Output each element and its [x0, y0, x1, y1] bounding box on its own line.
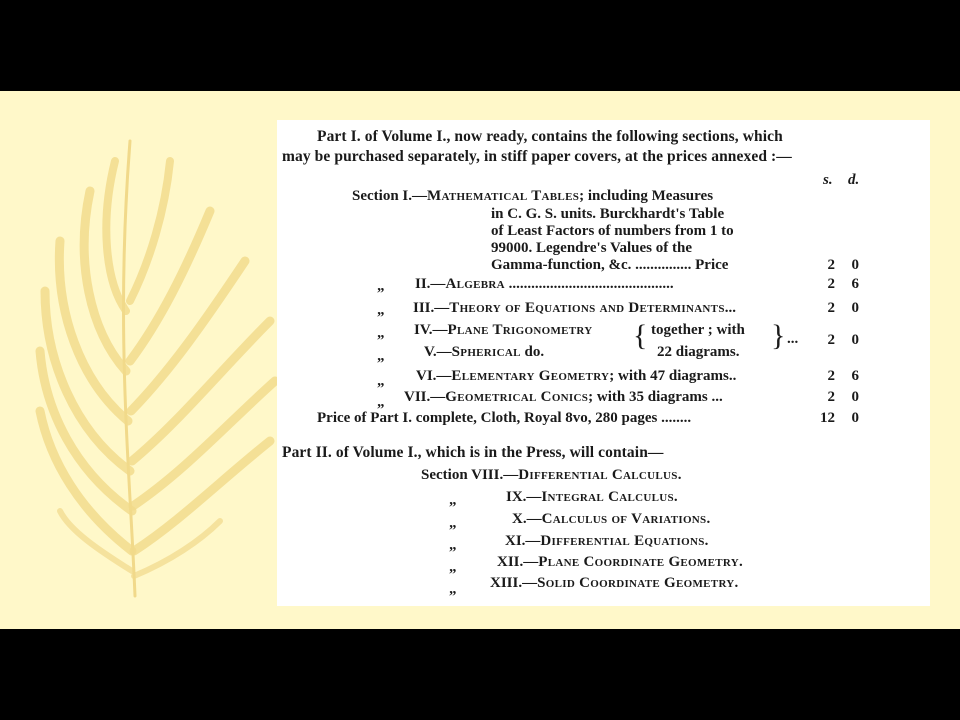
left-brace: { — [633, 319, 648, 352]
section-1-price-d: 0 — [851, 257, 859, 273]
right-brace: } — [771, 319, 786, 352]
part2-intro: Part II. of Volume I., which is in the Press, will contain— — [282, 444, 664, 461]
section-8-heading: Section VIII.—Differential Calculus. — [421, 467, 682, 483]
section-1-line4: 99000. Legendre's Values of the — [491, 240, 692, 256]
part1-complete-price-line: Price of Part I. complete, Cloth, Royal 8vo, 280 pages ........ — [317, 410, 692, 426]
ditto-mark: „ — [377, 373, 385, 389]
feather-decoration — [20, 111, 290, 611]
section-9-heading: IX.—Integral Calculus. — [506, 489, 678, 505]
ditto-mark: „ — [377, 302, 385, 318]
ditto-mark: „ — [377, 348, 385, 364]
section-1-line2: in C. G. S. units. Burckhardt's Table — [491, 206, 725, 222]
section-4-heading: IV.—Plane Trigonometry — [414, 322, 593, 338]
sections-4-5-price-d: 0 — [851, 332, 859, 348]
section-6-price-d: 6 — [851, 368, 859, 384]
brace-note-line1: together ; with — [651, 322, 745, 338]
section-2-heading: II.—Algebra ............................................ — [415, 276, 674, 292]
section-3-heading: III.—Theory of Equations and Determinants... — [413, 300, 736, 316]
ditto-mark: „ — [377, 278, 385, 294]
section-5-heading: V.—Spherical do. — [424, 344, 545, 360]
section-3-price-d: 0 — [851, 300, 859, 316]
slide-background — [0, 91, 960, 629]
section-12-heading: XII.—Plane Coordinate Geometry. — [497, 554, 744, 570]
ditto-mark: „ — [449, 559, 457, 575]
column-header-shillings: s. — [823, 172, 833, 188]
section-6-heading: VI.—Elementary Geometry; with 47 diagrams.. — [416, 368, 737, 384]
section-1-price-s: 2 — [827, 257, 835, 273]
ditto-mark: „ — [449, 515, 457, 531]
part1-intro-line2: may be purchased separately, in stiff paper covers, at the prices annexed :— — [282, 148, 792, 165]
ditto-mark: „ — [449, 537, 457, 553]
column-header-pence: d. — [848, 172, 860, 188]
section-3-price-s: 2 — [827, 300, 835, 316]
section-10-heading: X.—Calculus of Variations. — [512, 511, 711, 527]
section-7-heading: VII.—Geometrical Conics; with 35 diagrams ... — [404, 389, 723, 405]
ditto-mark: „ — [377, 325, 385, 341]
complete-price-s: 12 — [820, 410, 835, 426]
section-2-price-s: 2 — [827, 276, 835, 292]
ditto-mark: „ — [377, 394, 385, 410]
section-6-price-s: 2 — [827, 368, 835, 384]
section-1-line5: Gamma-function, &c. ............... Price — [491, 257, 729, 273]
ditto-mark: „ — [449, 492, 457, 508]
section-11-heading: XI.—Differential Equations. — [505, 533, 709, 549]
section-13-heading: XIII.—Solid Coordinate Geometry. — [490, 575, 739, 591]
ditto-mark: „ — [449, 581, 457, 597]
section-1-heading: Section I.—Mathematical Tables; including Measures — [352, 188, 714, 204]
section-2-price-d: 6 — [851, 276, 859, 292]
section-1-line3: of Least Factors of numbers from 1 to — [491, 223, 734, 239]
section-7-price-d: 0 — [851, 389, 859, 405]
section-7-price-s: 2 — [827, 389, 835, 405]
brace-note-line2: 22 diagrams. — [657, 344, 740, 360]
complete-price-d: 0 — [851, 410, 859, 426]
sections-4-5-price-s: 2 — [827, 332, 835, 348]
brace-dots: ... — [787, 331, 799, 347]
part1-intro-line1: Part I. of Volume I., now ready, contains the following sections, which — [317, 128, 783, 145]
document-page — [277, 120, 930, 606]
